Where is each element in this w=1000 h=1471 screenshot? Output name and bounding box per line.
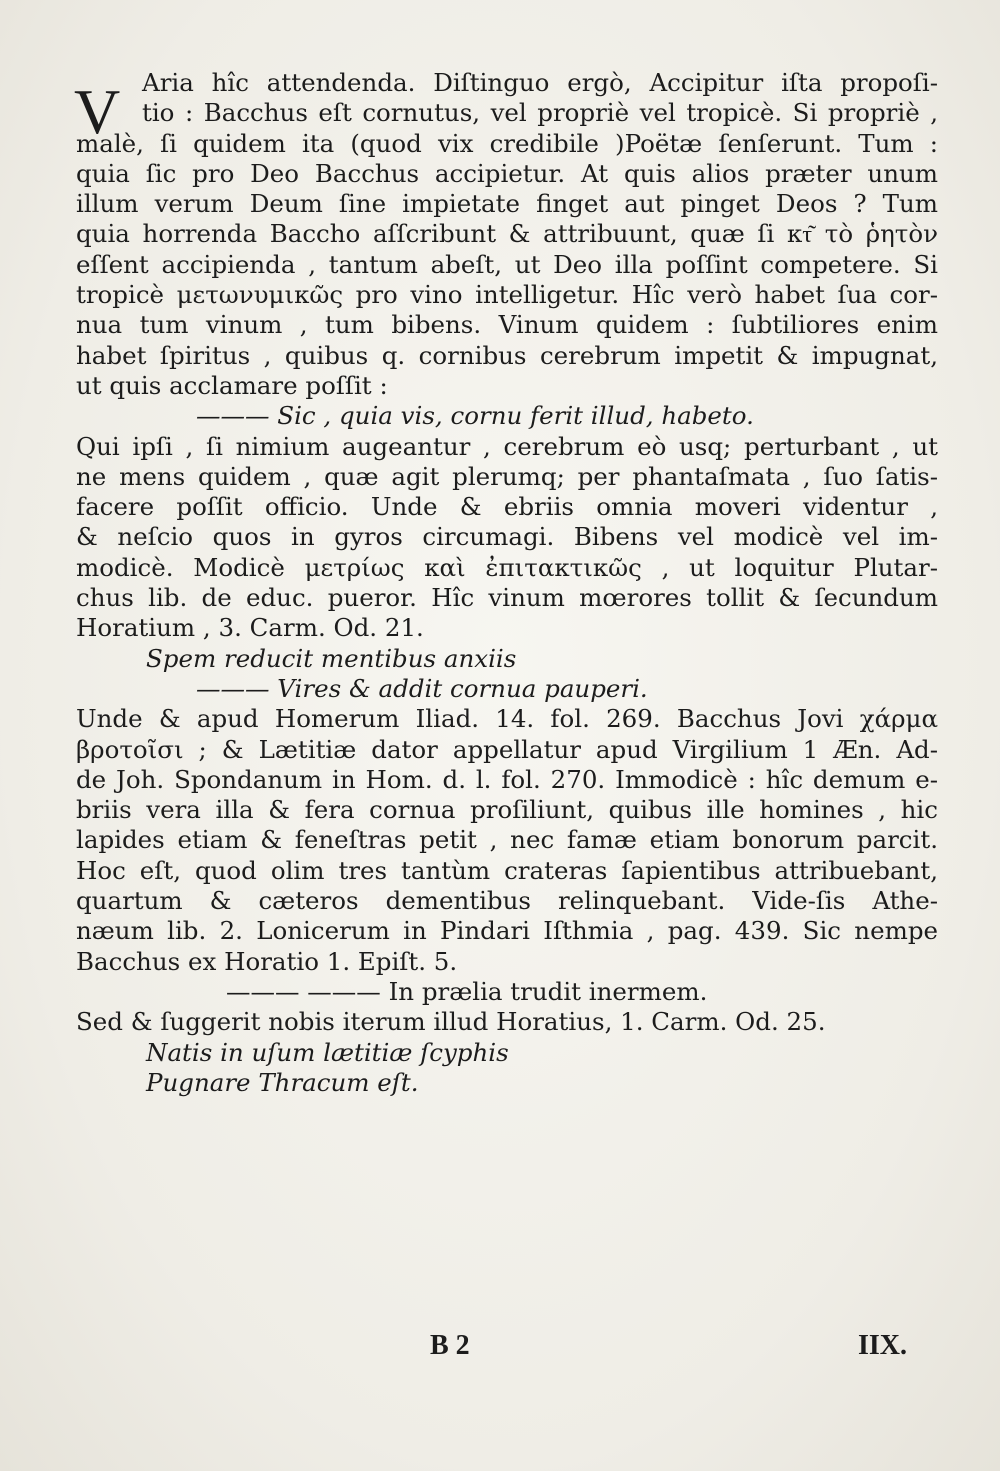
text-line: quia ſic pro Deo Bacchus accipietur. At quis alios præter unum [76,158,938,188]
text-line: tropicè μετωνυμικῶς pro vino intelligetur. Hîc verò habet ſua cor- [76,280,938,310]
text-line: ——— Sic , quia vis, cornu ferit illud, habeto. [196,401,754,431]
text-line: ——— ——— In prælia trudit inermem. [226,976,708,1006]
text-line: Qui ipſi , ſi nimium augeantur , cerebrum eò usq; perturbant , ut [76,431,938,461]
text-line: illum verum Deum ſine impietate finget aut pinget Deos ? Tum [76,189,938,219]
text-line: lapides etiam & feneſtras petit , nec famæ etiam bonorum parcit. [76,825,938,855]
text-line: βροτοῖσι ; & Lætitiæ dator appellatur apud Virgilium 1 Æn. Ad- [76,734,938,764]
text-line: Natis in uſum lætitiæ ſcyphis [146,1037,509,1067]
text-line: quartum & cæteros dementibus relinquebant. Vide-ſis Athe- [76,886,938,916]
page-footer [0,1330,1000,1370]
text-line: & neſcio quos in gyros circumagi. Bibens vel modicè vel im- [76,522,938,552]
text-line: Pugnare Thracum eſt. [146,1067,419,1097]
text-line: ——— Vires & addit cornua pauperi. [196,673,648,703]
text-line: Bacchus ex Horatio 1. Epiſt. 5. [76,946,458,976]
text-line: eſſent accipienda , tantum abeſt, ut Deo illa poſſint competere. Si [76,249,938,279]
text-line: chus lib. de educ. pueror. Hîc vinum mœrores tollit & ſecundum [76,583,938,613]
signature-mark: B 2 [430,1330,470,1361]
text-line: briis vera illa & fera cornua proſiliunt, quibus ille homines , hic [76,795,938,825]
text-line: ut quis acclamare poſſit : [76,370,388,400]
page-number: IIX. [858,1330,908,1361]
text-line: modicè. Modicè μετρίως καὶ ἐπιτακτικῶς , ut loquitur Plutar- [76,552,938,582]
text-line: de Joh. Spondanum in Hom. d. l. fol. 270. Immodicè : hîc demum e- [76,764,938,794]
text-line: quia horrenda Baccho aſſcribunt & attribuunt, quæ ſi κτ͂ τὸ ῥητὸν [76,219,938,249]
text-line: Unde & apud Homerum Iliad. 14. fol. 269. Bacchus Jovi χάρμα [76,704,938,734]
text-line: Aria hîc attendenda. Diſtinguo ergò, Accipitur iſta propoſi- [142,68,938,97]
text-line: Sed & ſuggerit nobis iterum illud Horatius, 1. Carm. Od. 25. [76,1007,826,1037]
text-line: Spem reducit mentibus anxiis [146,643,517,673]
text-line: tio : Bacchus eſt cornutus, vel propriè vel tropicè. Si propriè , [142,98,938,128]
text-line: nua tum vinum , tum bibens. Vinum quidem : ſubtiliores enim [76,310,938,340]
text-line: malè, ſi quidem ita (quod vix credibile )Poëtæ ſenſerunt. Tum : [76,128,938,158]
text-line: Hoc eſt, quod olim tres tantùm crateras ſapientibus attribuebant, [76,855,938,885]
drop-cap: V [74,76,121,147]
text-line: næum lib. 2. Lonicerum in Pindari Iſthmia , pag. 439. Sic nempe [76,916,938,946]
text-line: Horatium , 3. Carm. Od. 21. [76,613,424,643]
text-line: ne mens quidem , quæ agit plerumq; per phantaſmata , ſuo ſatis- [76,461,938,491]
text-line: facere poſſit officio. Unde & ebriis omnia moveri videntur , [76,492,938,522]
text-line: habet ſpiritus , quibus q. cornibus cerebrum impetit & impugnat, [76,340,938,370]
body-text [76,68,938,1098]
